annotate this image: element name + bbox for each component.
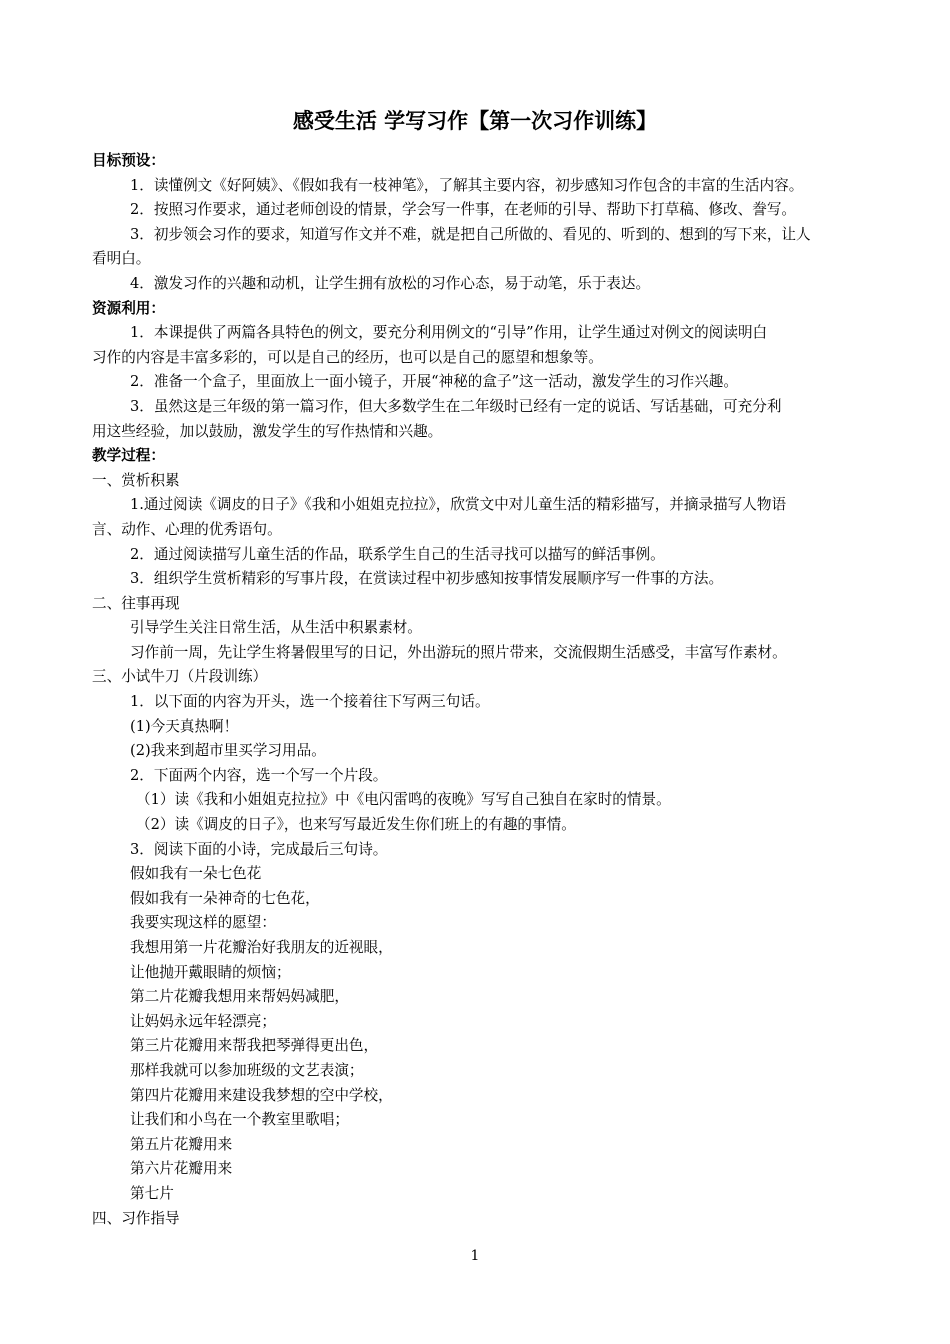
text-line: 习作前一周，先让学生将暑假里写的日记，外出游玩的照片带来，交流假期生活感受，丰富写作素材。 [130, 643, 787, 661]
text-line: 2．按照习作要求，通过老师创设的情景，学会写一件事，在老师的引导、帮助下打草稿、修改、誊写。 [130, 201, 797, 219]
text-line: 3．阅读下面的小诗，完成最后三句诗。 [130, 840, 388, 858]
text-line: 三、小试牛刀（片段训练） [92, 668, 268, 686]
text-line: （1）读《我和小姐姐克拉拉》中《电闪雷鸣的夜晚》写写自己独自在家时的情景。 [136, 791, 671, 809]
text-line: 言、动作、心理的优秀语句。 [92, 520, 282, 538]
text-line: 1．以下面的内容为开头，选一个接着往下写两三句话。 [130, 693, 490, 711]
text-line: 看明白。 [92, 250, 151, 268]
text-line: 2．下面两个内容，选一个写一个片段。 [130, 766, 388, 784]
text-line: 2．通过阅读描写儿童生活的作品，联系学生自己的生活寻找可以描写的鲜活事例。 [130, 545, 665, 563]
text-line: 引导学生关注日常生活，从生活中积累素材。 [130, 619, 422, 637]
section-heading: 资源利用： [92, 299, 165, 317]
text-line: 1．读懂例文《好阿姨》、《假如我有一枝神笔》，了解其主要内容，初步感知习作包含的丰富的生活内容。 [130, 176, 804, 194]
section-heading: 教学过程： [92, 447, 165, 465]
text-line: 1．本课提供了两篇各具特色的例文，要充分利用例文的“引导”作用，让学生通过对例文的阅读明白 [130, 324, 768, 342]
text-line: 3．虽然这是三年级的第一篇习作，但大多数学生在二年级时已经有一定的说话、写话基础，可充分利 [130, 397, 782, 415]
text-line: 第五片花瓣用来 [130, 1135, 233, 1153]
text-line: (1)今天真热啊！ [130, 717, 239, 735]
text-line: （2）读《调皮的日子》，也来写写最近发生你们班上的有趣的事情。 [136, 816, 576, 834]
text-line: (2)我来到超市里买学习用品。 [130, 742, 326, 760]
text-line: 假如我有一朵七色花 [130, 865, 262, 883]
text-line: 1.通过阅读《调皮的日子》《我和小姐姐克拉拉》，欣赏文中对儿童生活的精彩描写，并摘录描写人物语 [130, 496, 787, 514]
text-line: 让我们和小鸟在一个教室里歌唱； [130, 1111, 349, 1129]
text-line: 第四片花瓣用来建设我梦想的空中学校， [130, 1086, 393, 1104]
text-line: 习作的内容是丰富多彩的，可以是自己的经历，也可以是自己的愿望和想象等。 [92, 348, 603, 366]
text-line: 4．激发习作的兴趣和动机，让学生拥有放松的习作心态，易于动笔，乐于表达。 [130, 274, 651, 292]
document-title: 感受生活 学写习作【第一次习作训练】 [292, 109, 658, 133]
text-line: 让他抛开戴眼睛的烦恼； [130, 963, 291, 981]
section-heading: 目标预设： [92, 152, 165, 169]
text-line: 第七片 [130, 1184, 174, 1202]
text-line: 一、赏析积累 [92, 471, 180, 489]
text-line: 让妈妈永远年轻漂亮； [130, 1012, 276, 1030]
text-line: 3．初步领会习作的要求，知道写作文并不难，就是把自己所做的、看见的、听到的、想到的写下来，让人 [130, 225, 811, 243]
text-line: 我想用第一片花瓣治好我朋友的近视眼， [130, 939, 393, 956]
text-line: 假如我有一朵神奇的七色花， [130, 889, 320, 907]
document-body [92, 149, 872, 1231]
text-line: 2．准备一个盒子，里面放上一面小镜子，开展“神秘的盒子”这一活动，激发学生的习作兴趣。 [130, 373, 738, 391]
text-line: 那样我就可以参加班级的文艺表演； [130, 1061, 364, 1079]
text-line: 第六片花瓣用来 [130, 1160, 233, 1178]
text-line: 用这些经验，加以鼓励，激发学生的写作热情和兴趣。 [92, 422, 443, 440]
text-line: 四、习作指导 [92, 1209, 180, 1227]
page-number: 1 [470, 1248, 480, 1264]
text-line: 第三片花瓣用来帮我把琴弹得更出色， [130, 1037, 379, 1055]
text-line: 我要实现这样的愿望： [130, 914, 276, 932]
text-line: 二、往事再现 [92, 594, 180, 612]
text-line: 第二片花瓣我想用来帮妈妈减肥， [130, 988, 349, 1006]
text-line: 3．组织学生赏析精彩的写事片段，在赏读过程中初步感知按事情发展顺序写一件事的方法。 [130, 570, 724, 588]
